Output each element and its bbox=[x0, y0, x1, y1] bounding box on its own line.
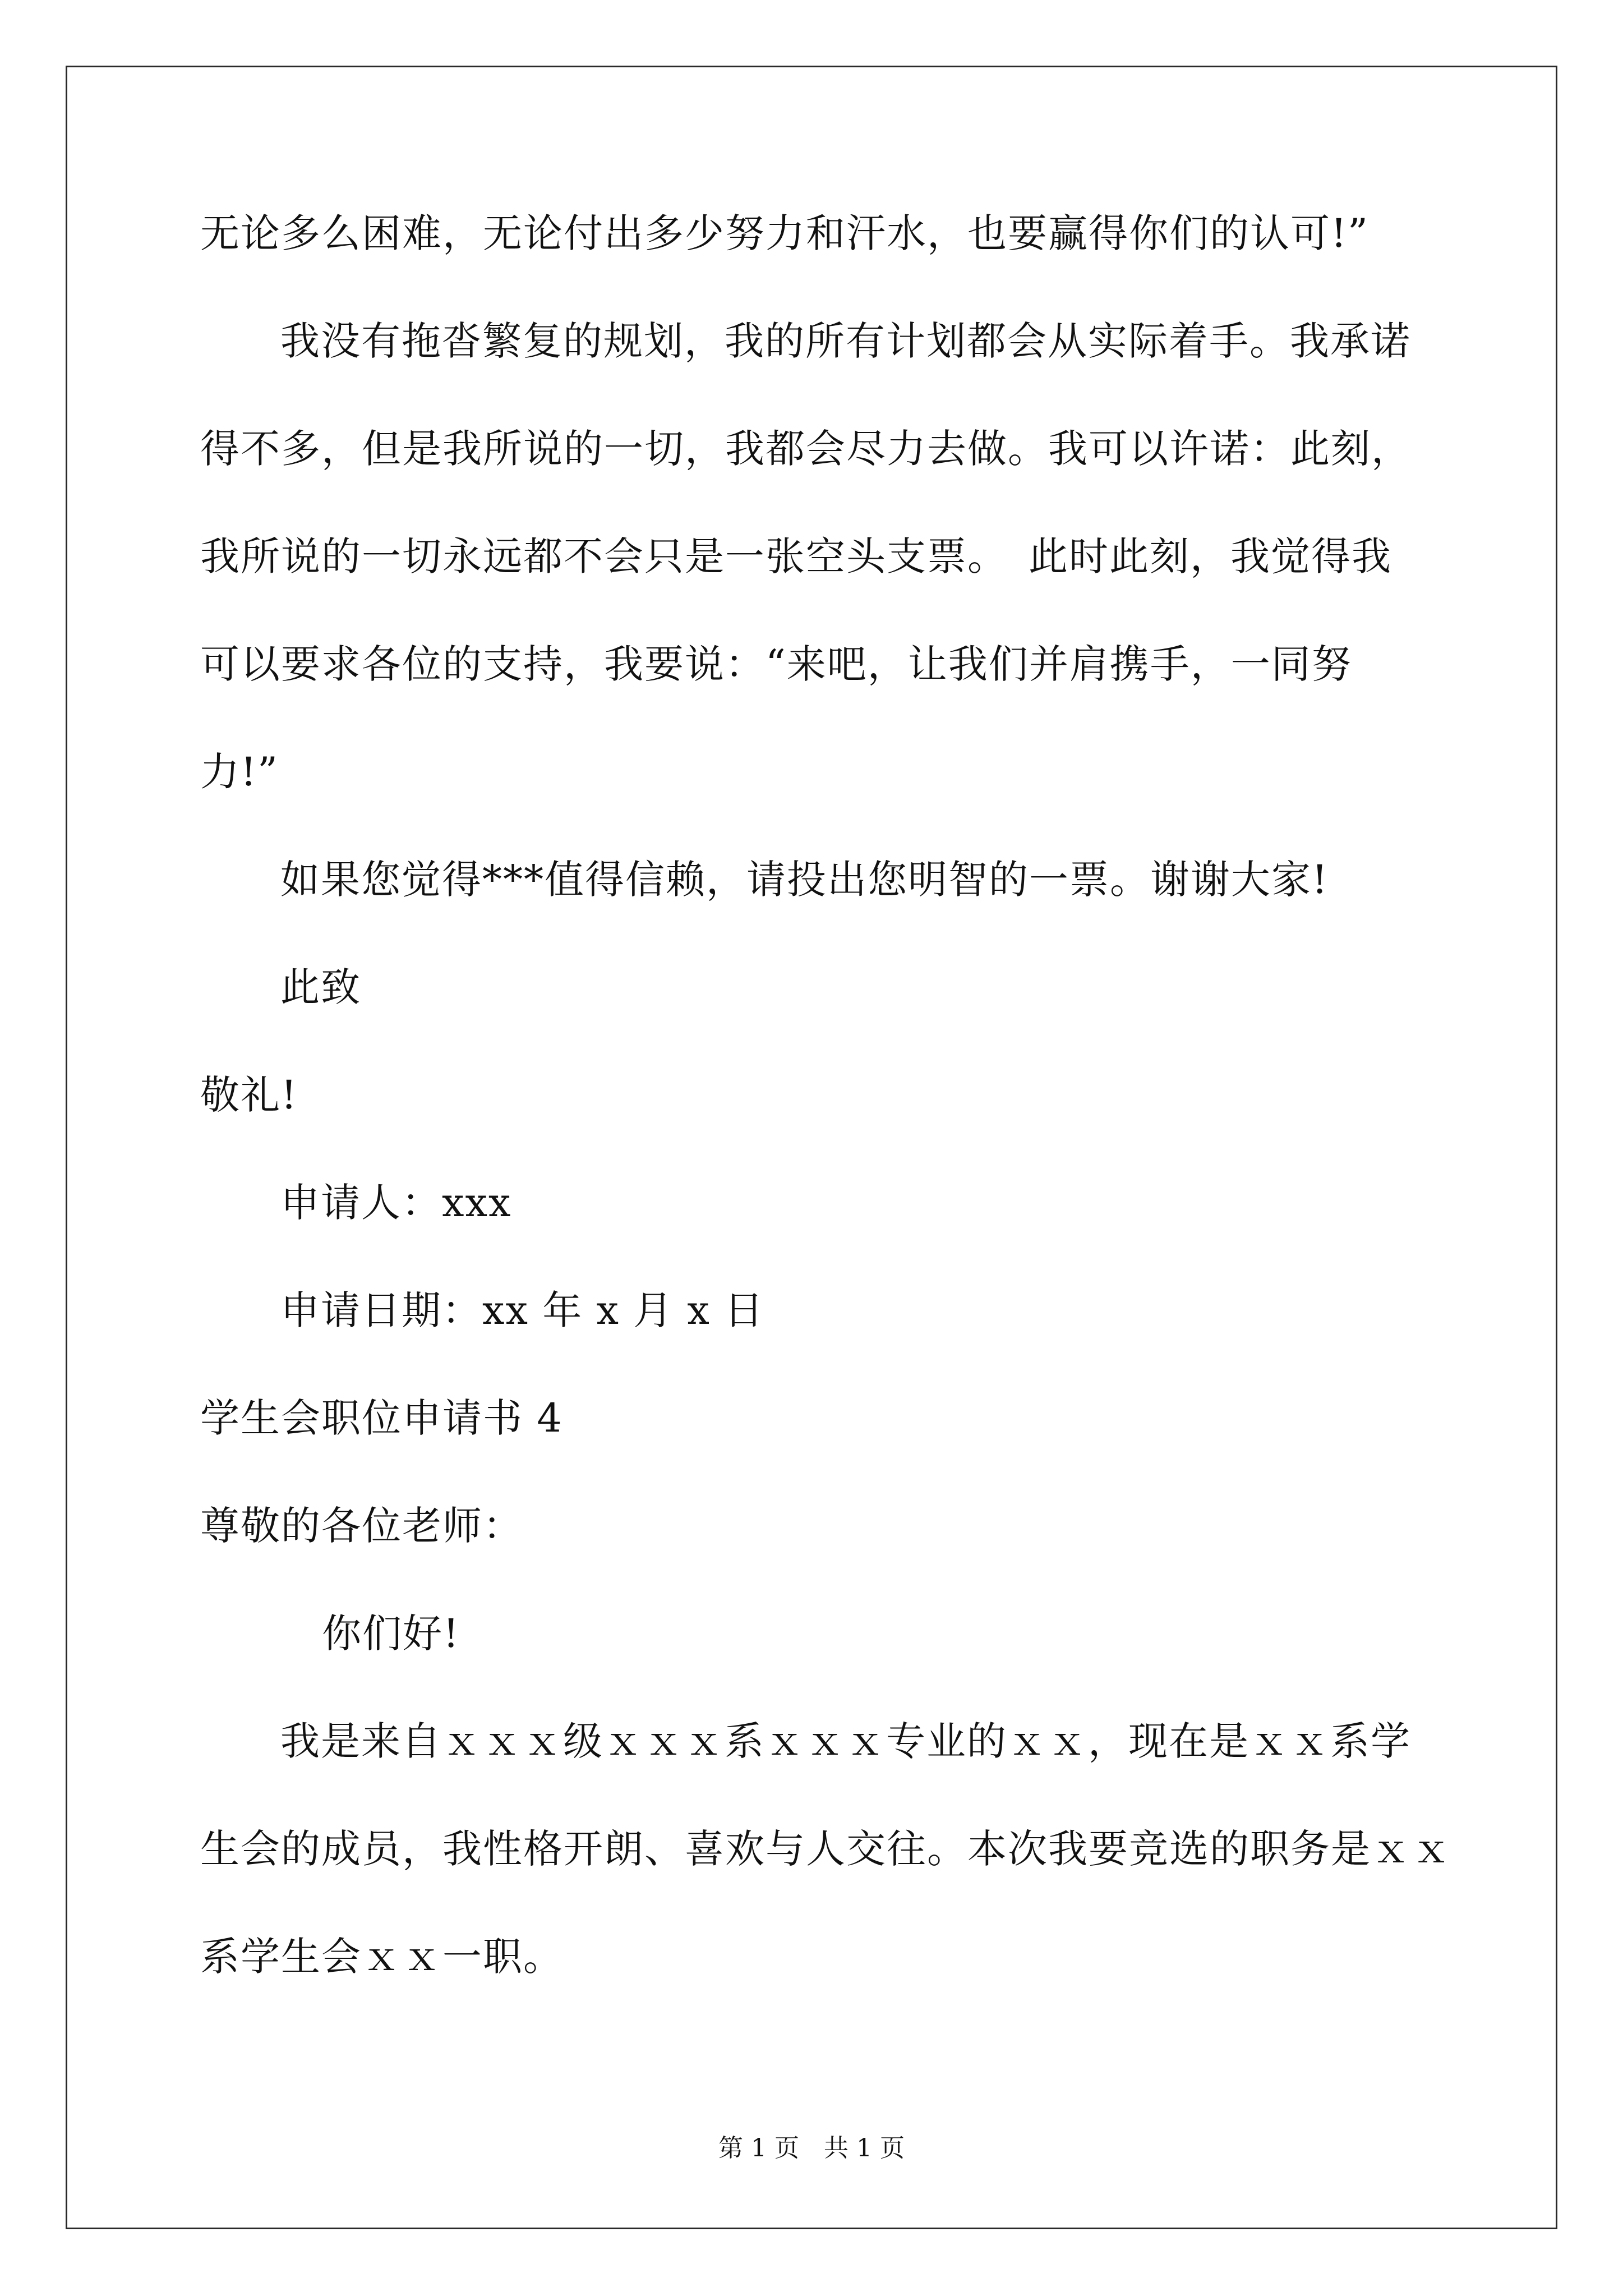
page-border bbox=[66, 66, 1557, 2229]
closing-line: 此致 bbox=[280, 964, 361, 1010]
salutation: 尊敬的各位老师： bbox=[200, 1503, 523, 1549]
paragraph-line: 无论多么困难，无论付出多少努力和汗水，也要赢得你们的认可!” bbox=[200, 210, 1369, 256]
page-number-footer: 第 1 页 共 1 页 bbox=[718, 2134, 905, 2162]
paragraph-line: 系学生会ｘｘ一职。 bbox=[200, 1934, 564, 1980]
paragraph-line: 如果您觉得***值得信赖，请投出您明智的一票。谢谢大家! bbox=[280, 857, 1329, 903]
paragraph-line: 我是来自ｘｘｘ级ｘｘｘ系ｘｘｘ专业的ｘｘ，现在是ｘｘ系学 bbox=[280, 1718, 1411, 1764]
applicant-line: 申请人：xxx bbox=[280, 1180, 512, 1226]
date-line: 申请日期：xx 年 x 月 x 日 bbox=[280, 1287, 765, 1333]
paragraph-line: 我所说的一切永远都不会只是一张空头支票。 此时此刻，我觉得我 bbox=[200, 533, 1392, 579]
paragraph-line: 可以要求各位的支持，我要说：“来吧，让我们并肩携手，一同努 bbox=[200, 641, 1352, 687]
closing-line: 敬礼! bbox=[200, 1072, 298, 1118]
paragraph-line: 得不多，但是我所说的一切，我都会尽力去做。我可以许诺：此刻， bbox=[200, 426, 1412, 472]
section-title: 学生会职位申请书 4 bbox=[200, 1395, 563, 1441]
paragraph-line: 我没有拖沓繁复的规划，我的所有计划都会从实际着手。我承诺 bbox=[280, 318, 1411, 364]
paragraph-line: 力!” bbox=[200, 749, 279, 795]
paragraph-line: 生会的成员，我性格开朗、喜欢与人交往。本次我要竞选的职务是ｘｘ bbox=[200, 1826, 1452, 1872]
greeting: 你们好! bbox=[322, 1611, 460, 1657]
